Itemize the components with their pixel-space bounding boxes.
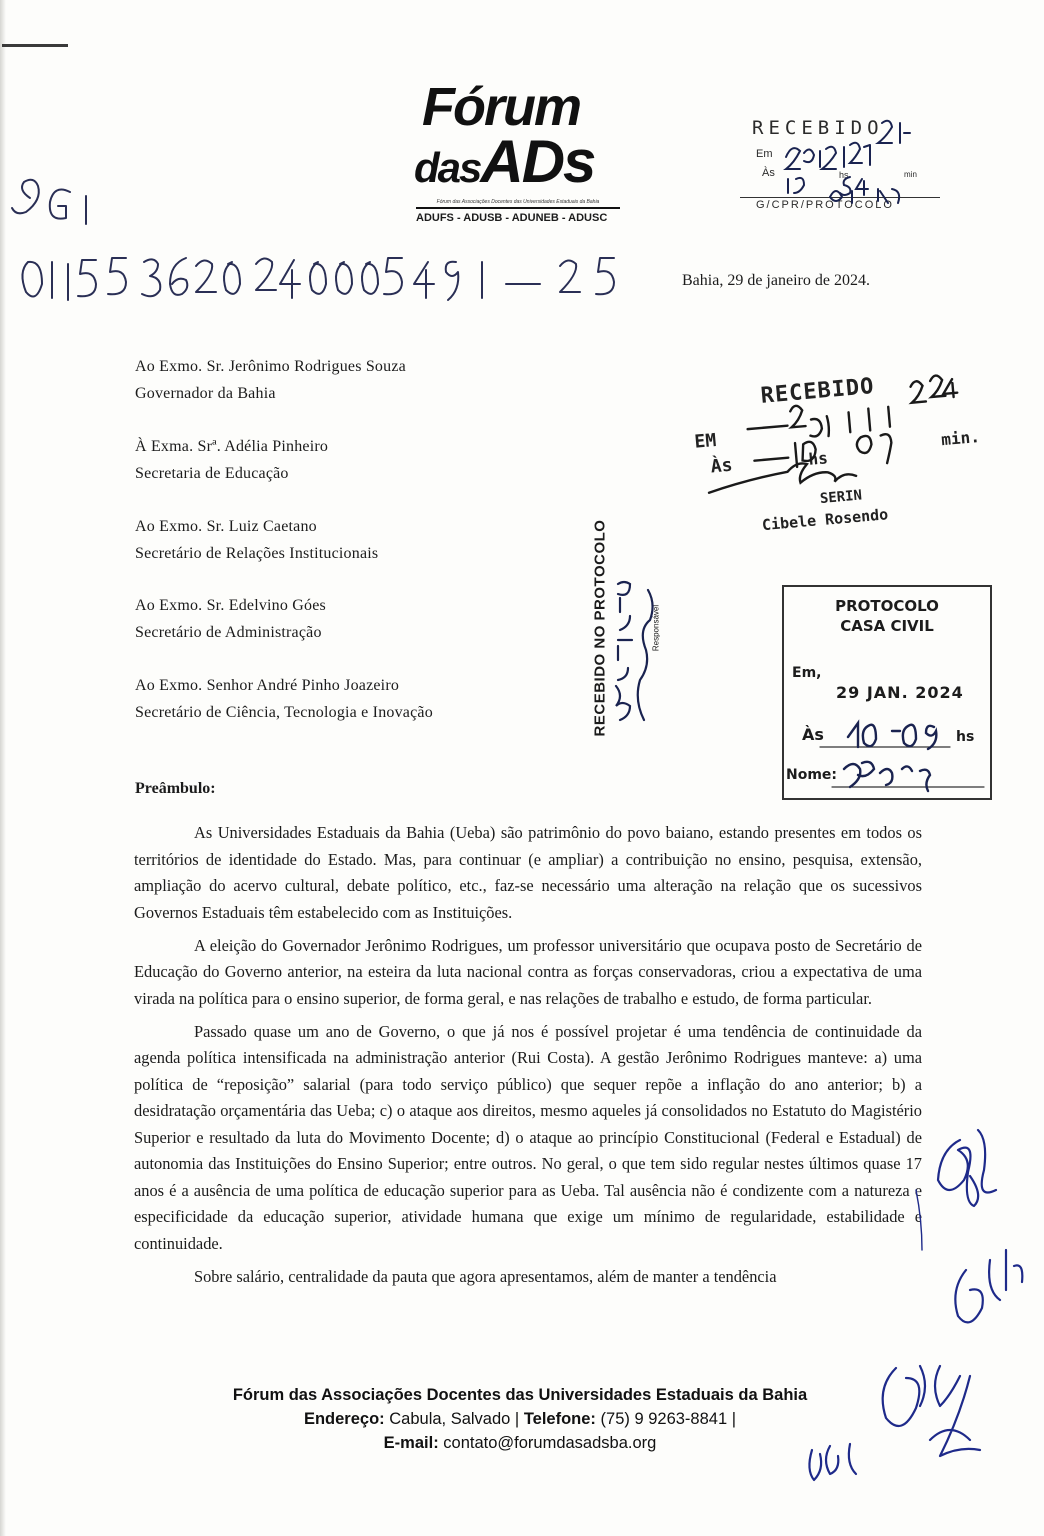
addressee-role: Secretário de Ciência, Tecnologia e Inovação — [135, 704, 433, 721]
logo-members: ADUFS - ADUSB - ADUNEB - ADUSC — [416, 207, 620, 224]
stamp-serin-hs-label: hs — [807, 448, 829, 469]
paragraph: A eleição do Governador Jerônimo Rodrigues, um professor universitário que ocupava posto de Secretário de Educação do Governo anterior, na esteira da luta nacional contra as forças conservadoras, criou a expectativa de uma virada na política para o ensino superior, de forma geral, e nas relações de trabalho e estudo, de forma particular. — [134, 935, 922, 1008]
stamp-serin-em-label: EM — [693, 429, 718, 453]
logo-word-forum: Fórum — [422, 77, 580, 137]
stamp-casa-civil-em-label: Em, — [792, 665, 822, 681]
stamp-casa-civil-as-label: Às — [802, 725, 824, 744]
handwritten-process-number — [0, 0, 690, 320]
preamble-heading: Preâmbulo: — [135, 780, 216, 797]
paragraph: Passado quase um ano de Governo, o que já nos é possível projetar é uma tendência de continuidade da agenda política intensificada na administração anterior (Rui Costa). A gestão Jerônimo Rodrigues manteve: a) uma política de “reposição” salarial (para todo serviço público) que sequer repõe a inflação do ano anterior; b) a desidratação orçamentária das Ueba; c) o ataque aos direitos, mesmo aqueles já consolidados no Estatuto do Magistério Superior e resultado da luta do Movimento Docente; d) o ataque ao princípio Constitucional (Federal e Estadual) de autonomia das Instituições do Ensino Superior; entre outros. No geral, o que tem sido regular nestes últimos quase 17 anos é a ausência de uma política de educação superior para as Ueba. Tal ausência não é condizente com a natureza e especificidade da educação superior, atividade humana que exige um mínimo de regularidade, estabilidade e continuidade. — [134, 1021, 922, 1253]
footer-email-line — [130, 1431, 910, 1455]
stamp-serin-name: Cibele Rosendo — [761, 505, 889, 535]
stamp-serin-as-label: Às — [709, 454, 734, 478]
stamp-gcpr-min-label: min — [904, 170, 917, 179]
stamp-serin-title: RECEBIDO — [759, 373, 876, 409]
stamp-gcpr-footer: G/CPR/PROTOCOLO — [756, 199, 894, 211]
stamp-gcpr-em-label: Em — [756, 148, 773, 160]
addressee-role: Governador da Bahia — [135, 385, 276, 402]
stamp-protocolo-text: RECEBIDO NO PROTOCOLO — [591, 519, 609, 737]
stamp-casa-civil-line2: CASA CIVIL — [840, 617, 934, 635]
footer-org: Fórum das Associações Docentes das Universidades Estaduais da Bahia — [232, 1386, 808, 1404]
addressee-governor — [135, 353, 406, 407]
addressee-name: Ao Exmo. Sr. Luiz Caetano — [135, 518, 317, 535]
handwritten-code: SGI — [0, 0, 2, 1]
footer-phone: (75) 9 9263-8841 — [600, 1410, 728, 1428]
addressee-science-technology — [135, 672, 433, 726]
stamp-gcpr-title: RECEBIDO — [752, 117, 884, 139]
date-line: Bahia, 29 de janeiro de 2024. — [682, 272, 870, 289]
stamp-casa-civil-date: 29 JAN. 2024 — [836, 683, 964, 702]
stamp-gcpr-as-label: Às — [762, 167, 775, 179]
stamp-casa-civil-hs-label: hs — [956, 729, 975, 745]
addressee-name: Ao Exmo. Senhor André Pinho Joazeiro — [135, 677, 400, 694]
footer-address: Cabula, Salvado — [389, 1410, 511, 1428]
addressee-role: Secretário de Administração — [135, 624, 322, 641]
footer-email: contato@forumdasadsba.org — [443, 1434, 657, 1452]
addressee-role: Secretaria de Educação — [135, 465, 289, 482]
stamp-protocolo-handwriting — [548, 520, 678, 740]
stamp-gcpr-hs-label: hs — [839, 170, 849, 180]
stamp-serin-dept: SERIN — [819, 487, 863, 508]
addressee-education — [135, 433, 328, 487]
stamp-casa-civil-nome-label: Nome: — [786, 767, 838, 783]
footer-email-label: E-mail: — [383, 1434, 439, 1452]
letter-body — [134, 820, 922, 1297]
stamp-protocolo-casa-civil — [782, 585, 992, 800]
addressee-name: À Exma. Srª. Adélia Pinheiro — [135, 438, 329, 455]
stamp-recebido-protocolo — [548, 520, 678, 740]
addressee-institutional-relations — [135, 513, 378, 567]
stamp-gcpr-handwriting — [732, 117, 947, 212]
addressee-name: Ao Exmo. Sr. Edelvino Góes — [135, 597, 326, 614]
addressee-administration — [135, 592, 326, 646]
addressee-name: Ao Exmo. Sr. Jerônimo Rodrigues Souza — [135, 358, 406, 375]
logo-word-ads: ADs — [480, 128, 595, 195]
stamp-serin-handwriting — [690, 363, 1012, 539]
logo-word-das: das — [414, 144, 481, 191]
footer-phone-label: Telefone: — [523, 1410, 596, 1428]
addressee-role: Secretário de Relações Institucionais — [135, 545, 379, 562]
logo-tagline: Fórum das Associações Docentes das Universidades Estaduais da Bahia — [436, 199, 600, 205]
stamp-gcpr-recebido — [732, 117, 947, 212]
stamp-casa-civil-line1: PROTOCOLO — [835, 597, 939, 615]
footer-address-label: Endereço: — [303, 1410, 385, 1428]
footer-contact-line: Endereço: Cabula, Salvado | Telefone: (75) 9 9263-8841 | — [303, 1410, 737, 1428]
page-footer — [130, 1383, 910, 1455]
paragraph: Sobre salário, centralidade da pauta que agora apresentamos, além de manter a tendência — [194, 1266, 777, 1286]
stamp-casa-civil-handwriting — [784, 587, 990, 798]
stamp-protocolo-responsavel: Responsável — [651, 604, 661, 652]
stamp-serin-min-label: min. — [940, 426, 981, 450]
stamp-serin-recebido — [690, 363, 1012, 539]
paragraph: As Universidades Estaduais da Bahia (Ueba) são patrimônio do povo baiano, estando presentes em todos os territórios de identidade do Estado. Mas, para continuar (e ampliar) a contribuição no ensino, pesquisa, extensão, ampliação do acervo cultural, debate político, etc., faz-se necessário uma alteração na relação que os sucessivos Governos Estaduais têm estabelecido com as Instituições. — [134, 823, 922, 922]
